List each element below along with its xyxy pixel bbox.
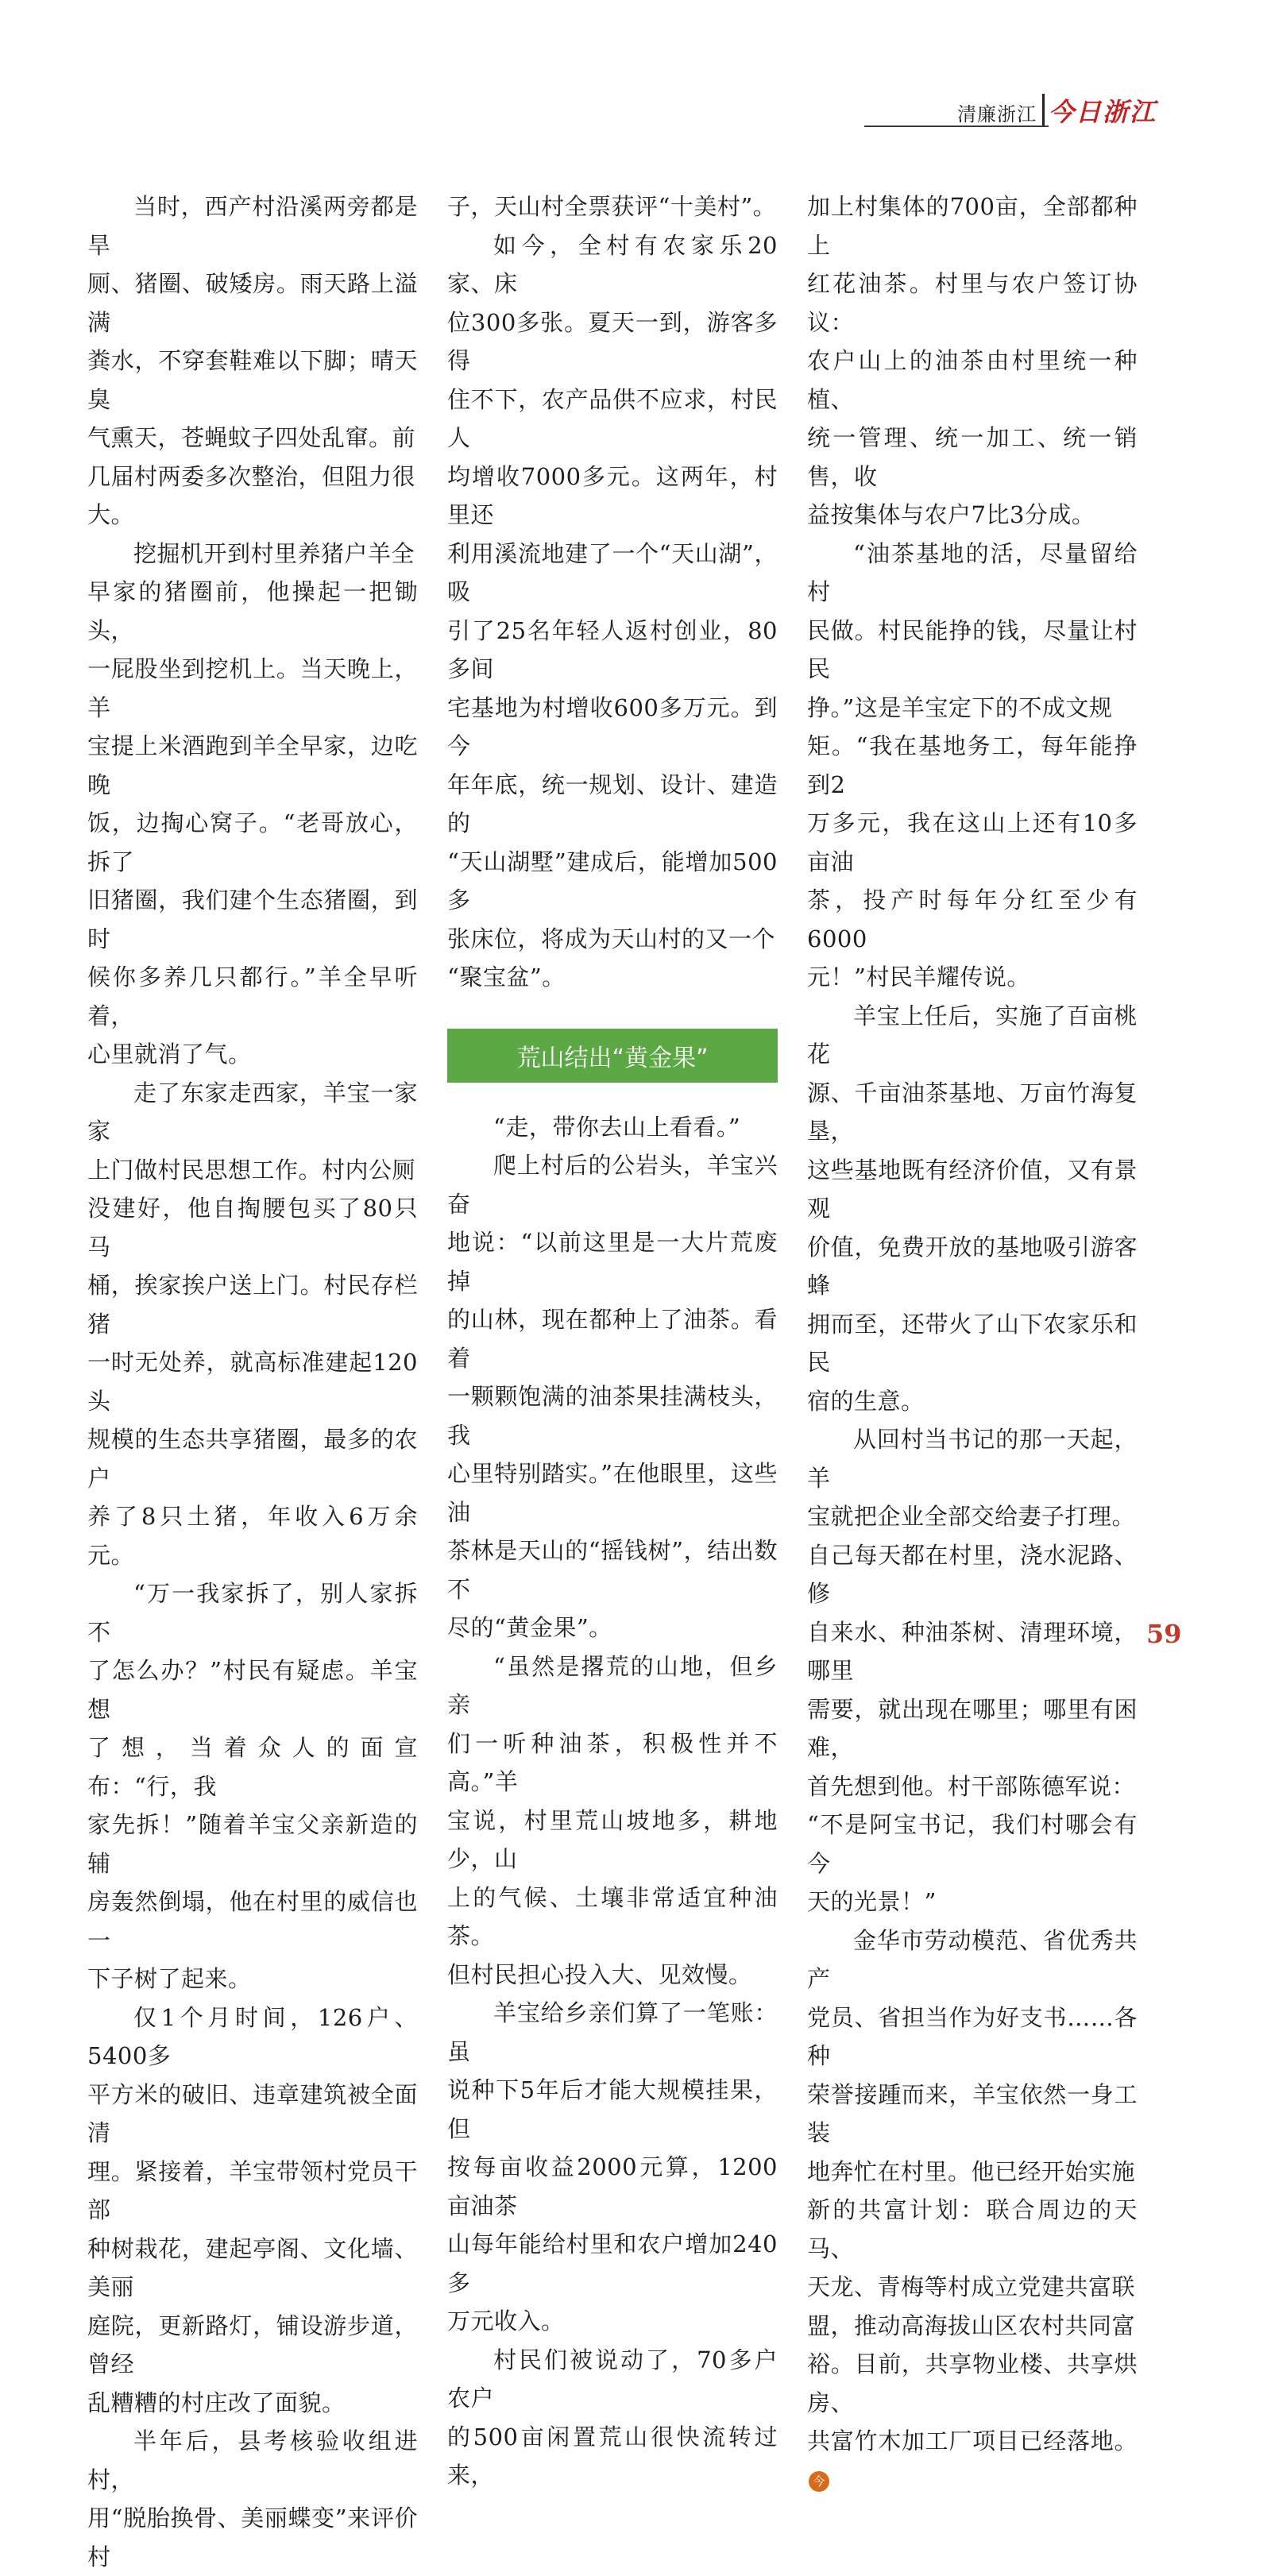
paragraph: 仅1个月时间，126户、5400多 平方米的破旧、违章建筑被全面清 理。紧接着，羊宝带领村党员干部 种树栽花，建起亭阁、文化墙、美丽 庭院，更新路灯，铺设游步道，曾经 乱糟糟的村庄改了面貌。 [87, 2003, 418, 2416]
paragraph: 羊宝上任后，实施了百亩桃花 源、千亩油茶基地、万亩竹海复垦， 这些基地既有经济价值，又有景观 价值，免费开放的基地吸引游客蜂 拥而至，还带火了山下农家乐和民 宿的生意。 [807, 1002, 1138, 1415]
paragraph: 走了东家走西家，羊宝一家家 上门做村民思想工作。村内公厕 没建好，他自掏腰包买了80只马 桶，挨家挨户送上门。村民存栏猪 一时无处养，就高标准建起120头 规模的生态共享猪圈，最多的农户 养了8只土猪，年收入6万余元。 [87, 1079, 418, 1569]
header-section-title: 清廉浙江 [957, 103, 1037, 126]
paragraph: 村民们被说动了，70多户农户 的500亩闲置荒山很快流转过来， [447, 2346, 778, 2489]
paragraph: 半年后，县考核验收组进村， 用“脱胎换骨、美丽蝶变”来评价村 [87, 2427, 418, 2570]
page-number: 59 [1146, 1619, 1182, 1649]
paragraph: 羊宝给乡亲们算了一笔账：虽 说种下5年后才能大规模挂果，但 按每亩收益2000元算，1200亩油茶 山每年能给村里和农户增加240多 万元收入。 [447, 1999, 778, 2335]
paragraph: 当时，西产村沿溪两旁都是旱 厕、猪圈、破矮房。雨天路上溢满 粪水，不穿套鞋难以下脚；晴天臭 气熏天，苍蝇蚊子四处乱窜。前 几届村两委多次整治，但阻力很 大。 [87, 193, 418, 528]
text-column-2 [447, 187, 778, 2495]
header-divider [1042, 94, 1045, 126]
paragraph: “万一我家拆了，别人家拆不 了怎么办？”村民有疑虑。羊宝想 了想，当着众人的面宣布：“行，我 家先拆！”随着羊宝父亲新造的辅 房轰然倒塌，他在村里的威信也一 下子树了起来。 [87, 1580, 418, 1992]
paragraph: “走，带你去山上看看。” [493, 1113, 741, 1141]
paragraph-continued: 加上村集体的700亩，全部都种上 红花油茶。村里与农户签订协议： 农户山上的油茶由村里统一种植、 统一管理、统一加工、统一销售，收 益按集体与农户7比3分成。 [807, 193, 1138, 528]
final-paragraph-text: 金华市劳动模范、省优秀共产 党员、省担当作为好支书……各种 荣誉接踵而来，羊宝依然一身工装 地奔忙在村里。他已经开始实施 新的共富计划：联合周边的天马、 天龙、青梅等村成立党建共富联 盟，推动高海拔山区农村共同富 裕。目前，共享物业楼、共享烘房、 共富竹木加工厂项目已经落地。 [807, 1926, 1138, 2454]
paragraph: 挖掘机开到村里养猪户羊全 早家的猪圈前，他操起一把锄头， 一屁股坐到挖机上。当天晚上，羊 宝提上米酒跑到羊全早家，边吃晚 饭，边掏心窝子。“老哥放心，拆了 旧猪圈，我们建个生态猪圈，到时 候你多养几只都行。”羊全早听着， 心里就消了气。 [87, 539, 418, 1068]
paragraph-continued: 子，天山村全票获评“十美村”。 [447, 193, 777, 220]
text-column-3 [807, 187, 1138, 2499]
paragraph-final [807, 1921, 1138, 2500]
paragraph: 爬上村后的公岩头，羊宝兴奋 地说：“以前这里是一大片荒废掉 的山林，现在都种上了油茶。看着 一颗颗饱满的油茶果挂满枝头，我 心里特别踏实。”在他眼里，这些油 茶林是天山的“摇钱树”，结出数不 尽的“黄金果”。 [447, 1152, 778, 1641]
paragraph: “虽然是撂荒的山地，但乡亲 们一听种油茶，积极性并不高。”羊 宝说，村里荒山坡地多，耕地少，山 上的气候、土壤非常适宜种油茶。 但村民担心投入大、见效慢。 [447, 1652, 778, 1988]
text-column-1 [87, 187, 418, 2576]
magazine-logo: 今日浙江 [1049, 97, 1157, 127]
paragraph: 如今，全村有农家乐20家、床 位300多张。夏天一到，游客多得 住不下，农产品供不应求，村民人 均增收7000多元。这两年，村里还 利用溪流地建了一个“天山湖”，吸 引了25名年轻人返村创业，80多间 宅基地为村增收600多万元。到今 年年底，统一规划、设计、建造的 “天山湖墅”建成后，能增加500多 张床位，将成为天山村的又一个 “聚宝盆”。 [447, 231, 778, 991]
end-of-article-icon: 今 [809, 2471, 829, 2492]
section-heading: 荒山结出“黄金果” [447, 1029, 778, 1083]
paragraph: “油茶基地的活，尽量留给村 民做。村民能挣的钱，尽量让村民 挣。”这是羊宝定下的不成文规 矩。“我在基地务工，每年能挣到2 万多元，我在这山上还有10多亩油 茶，投产时每年分红至少有6000 元！”村民羊耀传说。 [807, 539, 1138, 991]
paragraph: 从回村当书记的那一天起，羊 宝就把企业全部交给妻子打理。 自己每天都在村里，浇水泥路、修 自来水、种油茶树、清理环境，哪里 需要，就出现在哪里；哪里有困难， 首先想到他。村干部陈德军说： “不是阿宝书记，我们村哪会有今 天的光景！” [807, 1426, 1138, 1915]
